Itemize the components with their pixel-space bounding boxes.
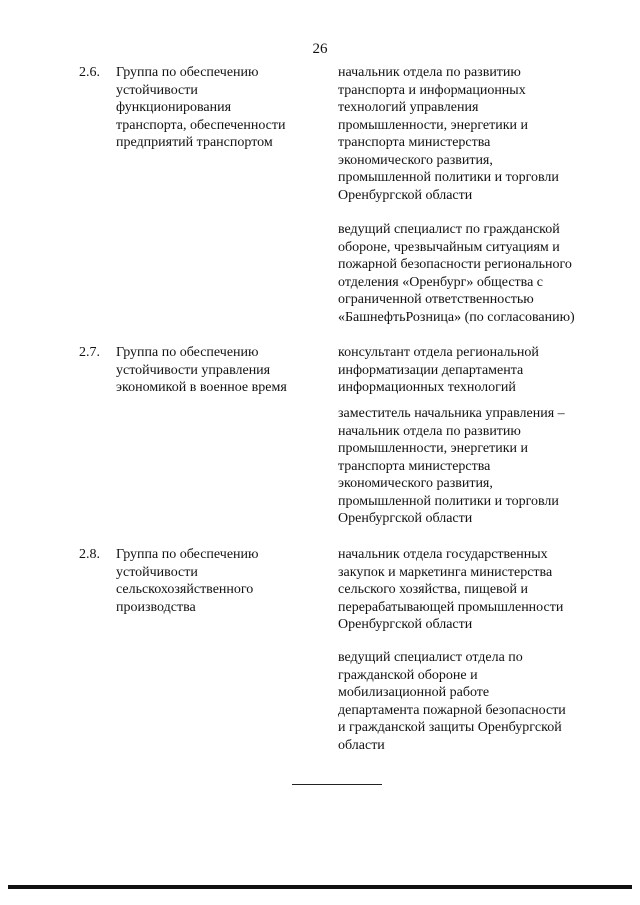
text-line: ведущий специалист по гражданской <box>338 222 560 237</box>
text-line: начальник отдела государственных <box>338 547 548 562</box>
end-rule <box>292 784 382 785</box>
text-line: Группа по обеспечению <box>116 65 259 80</box>
member-entry <box>338 344 603 397</box>
text-line: начальник отдела по развитию <box>338 423 521 439</box>
text-line: «БашнефтьРозница» (по согласованию) <box>338 309 575 325</box>
text-line: сельского хозяйства, пищевой и <box>338 582 529 597</box>
text-line: промышленности, энергетики и <box>338 117 529 133</box>
text-line: консультант отдела региональной <box>338 345 539 360</box>
member-entry <box>338 405 603 528</box>
row-number: 2.6. <box>79 65 100 80</box>
scan-edge-bar <box>8 885 632 889</box>
text-line: департамента пожарной безопасности <box>338 702 566 718</box>
text-line: транспорта, обеспеченности <box>116 117 286 133</box>
text-line: Группа по обеспечению <box>116 547 259 562</box>
text-line: устойчивости <box>116 564 198 580</box>
text-line: отделения «Оренбург» общества с <box>338 274 544 290</box>
text-line: устойчивости <box>116 82 198 98</box>
text-line: транспорта министерства <box>338 135 491 150</box>
text-line: производства <box>116 599 196 615</box>
row-number: 2.8. <box>79 547 100 562</box>
text-line: Оренбургской области <box>338 617 473 632</box>
member-entry <box>338 546 603 634</box>
text-line: сельскохозяйственного <box>116 582 254 597</box>
text-line: технологий управления <box>338 100 479 115</box>
text-line: предприятий транспортом <box>116 135 273 150</box>
text-line: информатизации департамента <box>338 362 524 378</box>
group-name <box>116 546 321 616</box>
page-number: 26 <box>312 41 328 57</box>
text-line: перерабатывающей промышленности <box>338 599 564 615</box>
text-line: промышленности, энергетики и <box>338 441 529 456</box>
text-line: транспорта и информационных <box>338 82 526 98</box>
text-line: и гражданской защиты Оренбургской <box>338 720 562 735</box>
text-line: Оренбургской области <box>338 187 473 203</box>
member-entry <box>338 649 603 754</box>
text-line: экономического развития, <box>338 476 493 491</box>
text-line: мобилизационной работе <box>338 685 490 700</box>
text-line: информационных технологий <box>338 380 516 395</box>
row-number: 2.7. <box>79 345 100 360</box>
text-line: промышленной политики и торговли <box>338 170 559 185</box>
text-line: области <box>338 737 385 753</box>
group-name <box>116 344 321 397</box>
text-line: экономикой в военное время <box>116 380 287 395</box>
member-entry <box>338 221 603 326</box>
group-name <box>116 64 321 152</box>
text-line: гражданской обороне и <box>338 667 478 683</box>
text-line: устойчивости управления <box>116 362 271 378</box>
text-line: закупок и маркетинга министерства <box>338 564 553 580</box>
text-line: пожарной безопасности регионального <box>338 257 572 272</box>
text-line: Оренбургской области <box>338 511 473 526</box>
member-entry <box>338 64 603 204</box>
text-line: экономического развития, <box>338 152 493 168</box>
text-line: начальник отдела по развитию <box>338 65 521 80</box>
text-line: функционирования <box>116 100 232 115</box>
text-line: промышленной политики и торговли <box>338 493 559 509</box>
text-line: транспорта министерства <box>338 458 491 474</box>
text-line: ведущий специалист отдела по <box>338 650 523 665</box>
text-line: ограниченной ответственностью <box>338 292 534 307</box>
text-line: обороне, чрезвычайным ситуациям и <box>338 239 560 255</box>
text-line: заместитель начальника управления – <box>338 406 565 421</box>
text-line: Группа по обеспечению <box>116 345 259 360</box>
